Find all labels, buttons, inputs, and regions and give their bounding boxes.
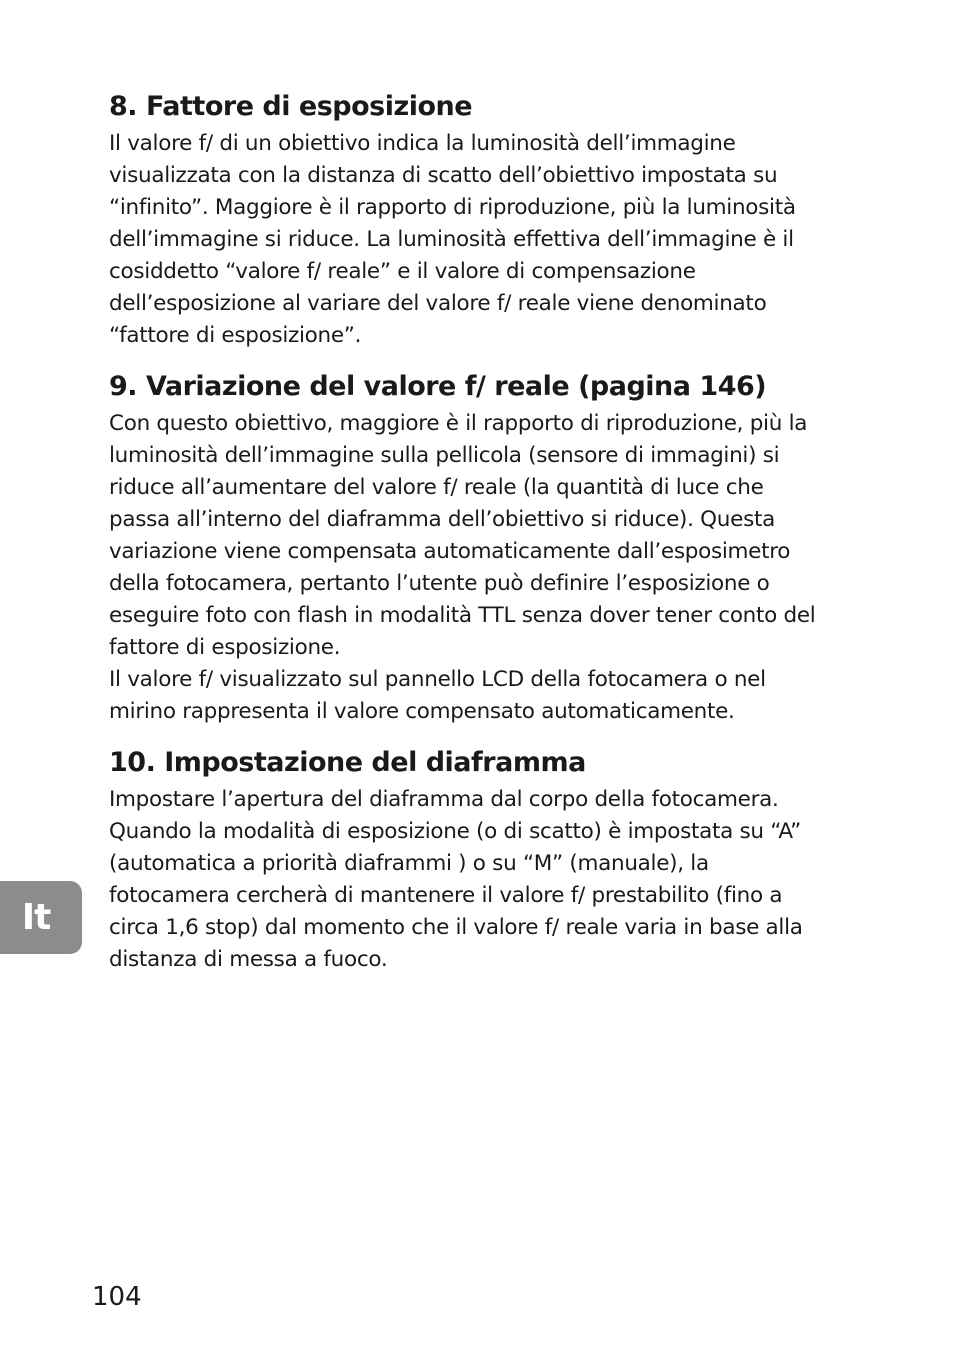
- text-line: cosiddetto “valore f/ reale” e il valore di compensazione: [109, 259, 696, 284]
- text-line: eseguire foto con flash in modalità TTL senza dover tener conto del: [109, 603, 816, 628]
- language-tab-label: It: [21, 897, 51, 938]
- section-exposure-factor: [109, 86, 854, 352]
- text-line: fotocamera cercherà di mantenere il valore f/ prestabilito (fino a: [109, 883, 783, 908]
- page-number: 104: [92, 1282, 142, 1312]
- text-line: luminosità dell’immagine sulla pellicola (sensore di immagini) si: [109, 443, 780, 468]
- text-line: mirino rappresenta il valore compensato automaticamente.: [109, 699, 735, 724]
- text-line: “fattore di esposizione”.: [109, 323, 362, 348]
- text-line: Il valore f/ di un obiettivo indica la luminosità dell’immagine: [109, 131, 736, 156]
- text-line: dell’immagine si riduce. La luminosità effettiva dell’immagine è il: [109, 227, 794, 252]
- text-line: Quando la modalità di esposizione (o di scatto) è impostata su “A”: [109, 819, 801, 844]
- page-content: [109, 86, 854, 990]
- text-line: fattore di esposizione.: [109, 635, 341, 660]
- language-tab: [0, 881, 82, 954]
- text-line: riduce all’aumentare del valore f/ reale (la quantità di luce che: [109, 475, 764, 500]
- text-line: della fotocamera, pertanto l’utente può definire l’esposizione o: [109, 571, 770, 596]
- section-heading: 9. Variazione del valore f/ reale (pagina 146): [109, 371, 767, 402]
- section-aperture-setting: [109, 742, 854, 976]
- text-line: “infinito”. Maggiore è il rapporto di riproduzione, più la luminosità: [109, 195, 796, 220]
- text-line: distanza di messa a fuoco.: [109, 947, 388, 972]
- text-line: passa all’interno del diaframma dell’obiettivo si riduce). Questa: [109, 507, 775, 532]
- text-line: dell’esposizione al variare del valore f/ reale viene denominato: [109, 291, 767, 316]
- text-line: Impostare l’apertura del diaframma dal corpo della fotocamera.: [109, 787, 779, 812]
- text-line: visualizzata con la distanza di scatto dell’obiettivo impostata su: [109, 163, 778, 188]
- section-heading: 10. Impostazione del diaframma: [109, 747, 586, 778]
- text-line: Il valore f/ visualizzato sul pannello LCD della fotocamera o nel: [109, 667, 766, 692]
- text-line: circa 1,6 stop) dal momento che il valore f/ reale varia in base alla: [109, 915, 803, 940]
- section-heading: 8. Fattore di esposizione: [109, 91, 473, 122]
- text-line: (automatica a priorità diaframmi ) o su “M” (manuale), la: [109, 851, 709, 876]
- text-line: variazione viene compensata automaticamente dall’esposimetro: [109, 539, 791, 564]
- section-effective-f-value: [109, 366, 854, 728]
- text-line: Con questo obiettivo, maggiore è il rapporto di riproduzione, più la: [109, 411, 808, 436]
